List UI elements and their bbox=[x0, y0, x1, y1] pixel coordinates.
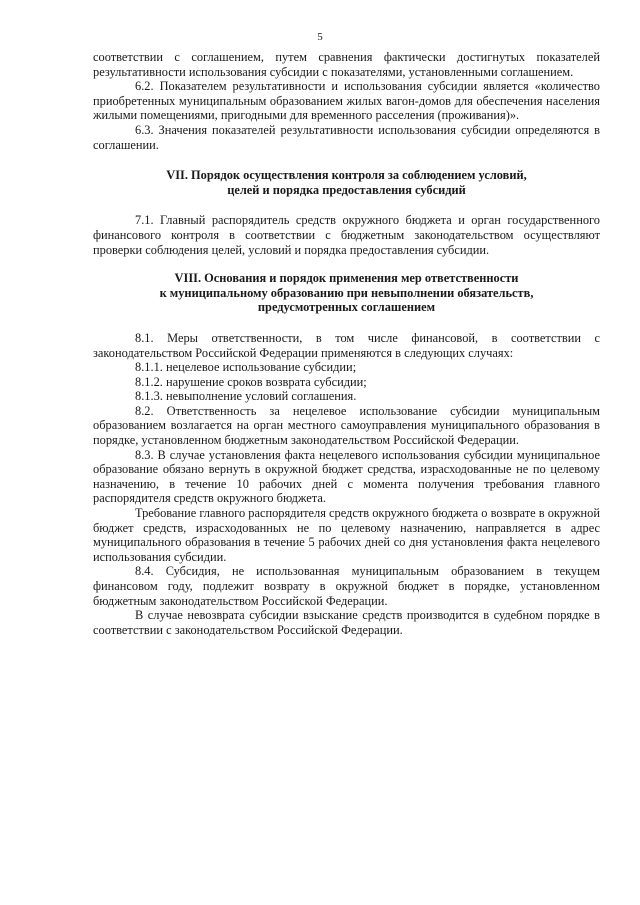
paragraph: 8.4. Субсидия, не использованная муниципальным образованием в текущем финансовом году, подлежит возврату в окружной бюджет в порядке, установленном бюджетным законодательством Российской Федерации. bbox=[93, 564, 600, 608]
paragraph: 8.1. Меры ответственности, в том числе финансовой, в соответствии с законодательством Российской Федерации применяются в следующих случаях: bbox=[93, 330, 600, 360]
paragraph: В случае невозврата субсидии взыскание средств производится в судебном порядке в соответствии с законодательством Российской Федерации. bbox=[93, 608, 600, 637]
section-heading-line: целей и порядка предоставления субсидий bbox=[227, 182, 466, 197]
paragraph: Требование главного распорядителя средств окружного бюджета о возврате в окружной бюджет средств, израсходованных не по целевому назначению, направляется в адрес муниципального образования в течение 5 рабочих дней со дня установления факта нецелевого использования субсидии. bbox=[93, 506, 600, 564]
paragraph: 8.3. В случае установления факта нецелевого использования субсидии муниципальное образование обязано вернуть в окружной бюджет средства, израсходованные не по целевому назначению, в течение 10 рабочих дней с момента получения требования главного распорядителя средств окружного бюджета. bbox=[93, 447, 600, 506]
paragraph: 6.2. Показателем результативности и использования субсидии является «количество приобретенных муниципальным образованием жилых вагон-домов для обеспечения населения жилыми помещениями, пригодными для временного расселения (проживания)». bbox=[93, 79, 600, 123]
paragraph: 8.1.2. нарушение сроков возврата субсидии; bbox=[135, 374, 367, 389]
section-heading bbox=[93, 271, 600, 315]
page-number: 5 bbox=[317, 31, 323, 43]
paragraph: 6.3. Значения показателей результативности использования субсидии определяются в соглашении. bbox=[93, 122, 600, 152]
paragraph: 8.1.1. нецелевое использование субсидии; bbox=[135, 360, 357, 375]
spacer bbox=[93, 197, 600, 213]
paragraph: 8.1.3. невыполнение условий соглашения. bbox=[135, 389, 357, 404]
spacer bbox=[93, 315, 600, 331]
section-heading bbox=[93, 168, 600, 197]
section-heading-line: VII. Порядок осуществления контроля за соблюдением условий, bbox=[166, 168, 527, 183]
section-heading-line: VIII. Основания и порядок применения мер ответственности bbox=[174, 271, 519, 286]
spacer bbox=[93, 257, 600, 271]
document-body bbox=[93, 50, 600, 637]
section-heading-line: предусмотренных соглашением bbox=[257, 300, 436, 315]
paragraph: 8.2. Ответственность за нецелевое использование субсидии муниципальным образованием возлагается на орган местного самоуправления муниципального образования в порядке, установленном бюджетным законодательством Российской Федерации. bbox=[93, 403, 600, 448]
paragraph: соответствии с соглашением, путем сравнения фактически достигнутых показателей результативности использования субсидии с показателями, установленными соглашением. bbox=[93, 50, 600, 79]
paragraph: 7.1. Главный распорядитель средств окружного бюджета и орган государственного финансового контроля в соответствии с бюджетным законодательством осуществляют проверки соблюдения целей, условий и порядка предоставления субсидии. bbox=[93, 213, 600, 257]
spacer bbox=[93, 152, 600, 168]
section-heading-line: к муниципальному образованию при невыполнении обязательств, bbox=[159, 285, 534, 300]
